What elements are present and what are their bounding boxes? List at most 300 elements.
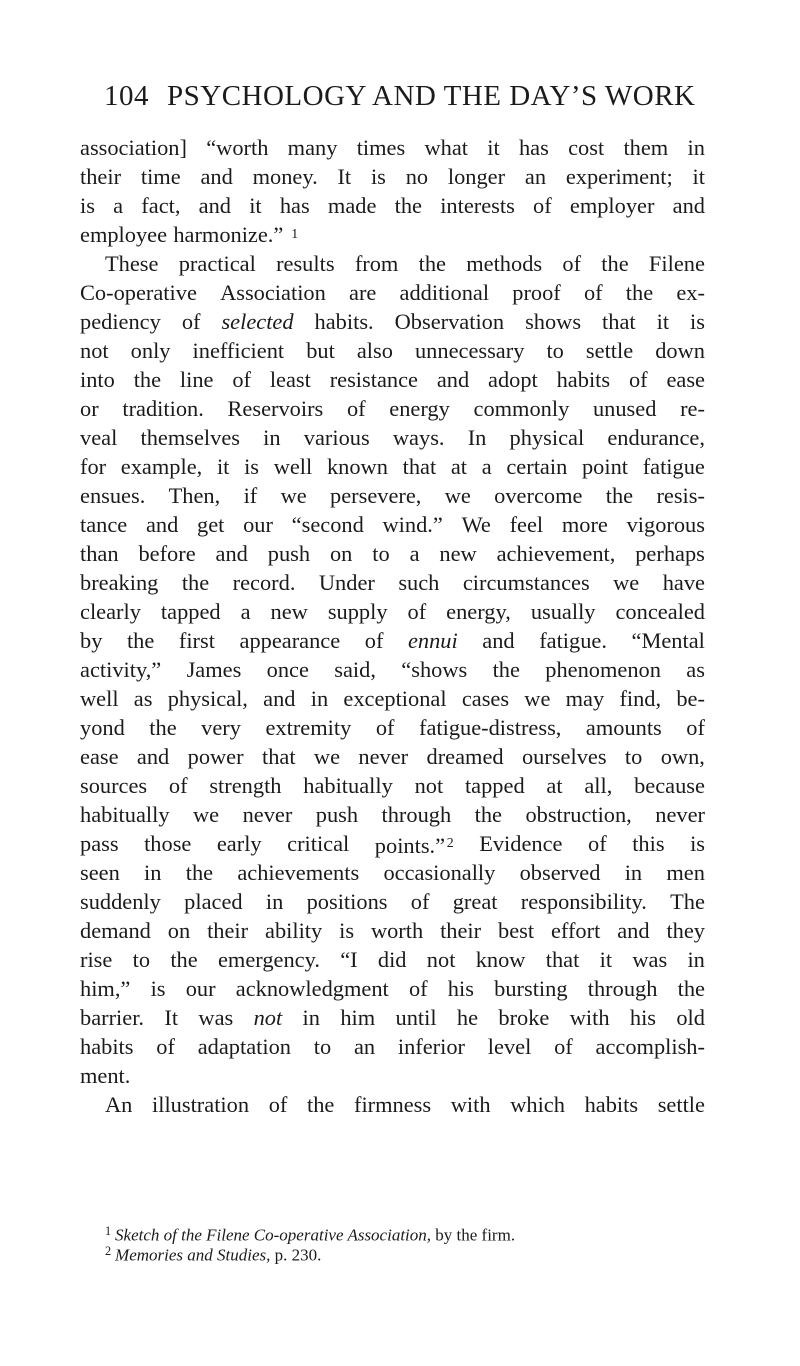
word: illustration <box>152 1092 250 1117</box>
word: of <box>686 715 705 740</box>
word: it <box>656 309 670 334</box>
word: commonly <box>473 396 570 421</box>
word: of <box>346 396 366 421</box>
word: energy, <box>446 599 511 624</box>
text-line <box>80 945 705 974</box>
word: push <box>267 541 311 566</box>
word: of <box>588 831 607 856</box>
word: and <box>200 164 233 189</box>
text-line <box>80 1061 705 1090</box>
word: endurance, <box>607 425 705 450</box>
word: was <box>198 1005 234 1030</box>
word: of <box>408 976 428 1001</box>
text-line <box>80 713 705 742</box>
word: Evidence <box>479 831 563 856</box>
word: inefficient <box>192 338 285 363</box>
word: such <box>398 570 440 595</box>
word: ease <box>666 367 705 392</box>
word: a <box>240 599 251 624</box>
word: clearly <box>80 599 141 624</box>
word: him,” <box>80 976 131 1001</box>
word: the <box>306 1092 335 1117</box>
word: was <box>632 947 668 972</box>
word: habits. <box>314 309 374 334</box>
word: effort <box>550 918 601 943</box>
word: find, <box>619 686 662 711</box>
word: demand <box>80 918 151 943</box>
word: well <box>80 686 119 711</box>
word: in <box>265 889 284 914</box>
text-line <box>80 771 705 800</box>
word: down <box>655 338 705 363</box>
word: An <box>105 1092 133 1117</box>
word: as <box>686 657 705 682</box>
word: own, <box>660 744 705 769</box>
word: as <box>133 686 153 711</box>
word: cases <box>461 686 510 711</box>
text-line <box>80 742 705 771</box>
word: never <box>242 802 293 827</box>
word: only <box>130 338 171 363</box>
word: association] <box>80 135 187 160</box>
word: ourselves <box>521 744 607 769</box>
word: he <box>456 1005 479 1030</box>
word: no <box>405 164 429 189</box>
word: Under <box>318 570 375 595</box>
word: responsibility. <box>520 889 647 914</box>
text-line <box>80 133 705 162</box>
word: known <box>326 454 388 479</box>
word: ease <box>80 744 119 769</box>
word: of <box>554 1034 573 1059</box>
word: habitually <box>303 773 393 798</box>
word: is <box>690 831 705 856</box>
word: overcome <box>494 483 583 508</box>
word: ability <box>265 918 323 943</box>
word: time <box>140 164 181 189</box>
word: is <box>690 309 705 334</box>
word: energy <box>389 396 450 421</box>
word: the <box>149 715 177 740</box>
word: circumstances <box>462 570 590 595</box>
text-line <box>80 394 705 423</box>
word: It <box>337 164 352 189</box>
word: ensues. <box>80 483 146 508</box>
word: fatigue <box>642 454 705 479</box>
word: certain <box>506 454 568 479</box>
word: great <box>452 889 498 914</box>
word: has <box>518 135 549 160</box>
word: it <box>249 193 262 218</box>
footnote-reference[interactable]: 1 <box>291 227 299 242</box>
word: power <box>187 744 244 769</box>
word: exceptional <box>343 686 447 711</box>
footnote-source-title: Sketch of the Filene Co-operative Association, <box>115 1225 432 1245</box>
word: least <box>269 367 311 392</box>
word-text: points.” <box>374 832 446 858</box>
text-line <box>80 800 705 829</box>
word: inferior <box>397 1034 466 1059</box>
word: Co-operative <box>80 280 197 305</box>
word: ment. <box>80 1063 131 1088</box>
word: not <box>253 1005 283 1030</box>
word: “second <box>291 512 364 537</box>
word: of <box>168 773 188 798</box>
word: and <box>263 686 296 711</box>
word: barrier. <box>80 1005 145 1030</box>
word: acknowledgment <box>235 976 389 1001</box>
word: their <box>80 164 122 189</box>
word: from <box>354 251 399 276</box>
word: accomplish- <box>595 1034 705 1059</box>
word: longer <box>447 164 506 189</box>
text-line <box>80 626 705 655</box>
word: of <box>232 367 251 392</box>
word: We <box>461 512 491 537</box>
word: re- <box>680 396 705 421</box>
word: settle <box>585 338 634 363</box>
word: of <box>375 715 395 740</box>
word: amounts <box>585 715 662 740</box>
word: is <box>80 193 95 218</box>
text-line <box>80 423 705 452</box>
word: the <box>492 657 520 682</box>
word: emergency. <box>217 947 320 972</box>
text-line <box>80 974 705 1003</box>
word: example, <box>120 454 203 479</box>
footnote-reference[interactable]: 2 <box>446 836 454 851</box>
text-line <box>80 1003 705 1032</box>
word: resis- <box>656 483 705 508</box>
running-head <box>104 80 704 120</box>
word: what <box>424 135 468 160</box>
word: are <box>349 280 377 305</box>
word: experiment; <box>565 164 673 189</box>
word: than <box>80 541 119 566</box>
text-line <box>80 539 705 568</box>
word: phenomenon <box>545 657 661 682</box>
word: worth <box>370 918 424 943</box>
word: additional <box>399 280 490 305</box>
word: that <box>545 947 580 972</box>
word: they <box>666 918 705 943</box>
word: may <box>565 686 605 711</box>
word: that <box>402 454 437 479</box>
word: usually <box>530 599 596 624</box>
word: to <box>624 744 643 769</box>
word: their <box>207 918 249 943</box>
word: wind.” <box>382 512 443 537</box>
text-line <box>80 829 705 858</box>
word: pass <box>80 831 119 856</box>
word: supply <box>327 599 388 624</box>
word: with <box>569 1005 610 1030</box>
word: men <box>666 860 705 885</box>
word: but <box>306 338 335 363</box>
word: is <box>339 918 355 943</box>
word: the <box>605 483 634 508</box>
text-line <box>80 887 705 916</box>
word: this <box>632 831 665 856</box>
text-line <box>80 452 705 481</box>
word: concealed <box>615 599 705 624</box>
word: broke <box>498 1005 550 1030</box>
word: the <box>394 193 422 218</box>
word: it <box>216 454 230 479</box>
word: Filene <box>648 251 705 276</box>
text-line <box>80 336 705 365</box>
word: fact, <box>141 193 181 218</box>
text-line <box>80 858 705 887</box>
word: many <box>287 135 338 160</box>
word: in <box>624 860 643 885</box>
word: we <box>613 570 640 595</box>
word: and <box>198 193 231 218</box>
word: shows <box>525 309 582 334</box>
word: through <box>587 976 658 1001</box>
word: which <box>510 1092 565 1117</box>
word: the <box>126 628 155 653</box>
word: practical <box>178 251 256 276</box>
word: “I <box>340 947 358 972</box>
text-line <box>80 1032 705 1061</box>
word: bursting <box>494 976 568 1001</box>
word: once <box>266 657 309 682</box>
text-line <box>80 655 705 684</box>
page-number: 104 <box>104 80 149 112</box>
word: old <box>676 1005 705 1030</box>
word: we <box>193 802 220 827</box>
word: and <box>482 628 515 653</box>
word: our <box>185 976 216 1001</box>
word: results <box>276 251 335 276</box>
word: their <box>440 918 482 943</box>
word: for <box>80 454 107 479</box>
word: firmness <box>353 1092 432 1117</box>
footnote <box>105 1221 705 1245</box>
word: his <box>629 1005 657 1030</box>
word: through <box>381 802 452 827</box>
word: Reservoirs <box>227 396 324 421</box>
text-line <box>80 365 705 394</box>
word: we <box>524 686 551 711</box>
word: habits <box>80 1034 134 1059</box>
word: selected <box>221 309 294 334</box>
word: unused <box>592 396 657 421</box>
word: very <box>201 715 241 740</box>
word: tapped <box>160 599 221 624</box>
word: pediency <box>80 309 161 334</box>
word: on <box>329 541 353 566</box>
word: a <box>409 541 420 566</box>
text-line <box>80 162 705 191</box>
word: In <box>467 425 487 450</box>
word: said, <box>334 657 376 682</box>
word: of <box>181 309 201 334</box>
word: methods <box>466 251 543 276</box>
word: in <box>263 425 281 450</box>
word: activity,” <box>80 657 162 682</box>
word: proof <box>512 280 561 305</box>
word: first <box>178 628 215 653</box>
body-text <box>80 133 705 1119</box>
word: at <box>546 773 563 798</box>
word: in <box>687 947 705 972</box>
word: with <box>450 1092 491 1117</box>
word: habits <box>584 1092 639 1117</box>
word: “Mental <box>631 628 705 653</box>
word: push <box>315 802 359 827</box>
word: Association <box>220 280 326 305</box>
word: breaking <box>80 570 159 595</box>
word: themselves <box>140 425 240 450</box>
word: we <box>280 483 307 508</box>
word: him <box>340 1005 376 1030</box>
word: also <box>356 338 393 363</box>
word: in <box>302 1005 320 1030</box>
word: yond <box>80 715 125 740</box>
word: in <box>310 686 329 711</box>
word: the <box>677 976 705 1001</box>
word: of <box>628 367 648 392</box>
word: we <box>444 483 471 508</box>
word: various <box>303 425 370 450</box>
word: extremity <box>265 715 352 740</box>
word: be- <box>676 686 705 711</box>
footnote-text: p. 230. <box>270 1245 322 1265</box>
word: sources <box>80 773 148 798</box>
word: The <box>670 889 705 914</box>
word: if <box>243 483 258 508</box>
text-line <box>80 191 705 220</box>
word: at <box>450 454 468 479</box>
word: “shows <box>401 657 468 682</box>
word: until <box>395 1005 437 1030</box>
word: achievements <box>237 860 360 885</box>
word: on <box>167 918 191 943</box>
word: early <box>216 831 262 856</box>
word: to <box>313 1034 332 1059</box>
word: of <box>583 280 603 305</box>
word: to <box>546 338 564 363</box>
word: not <box>426 947 456 972</box>
word: fatigue-distress, <box>418 715 562 740</box>
word: an <box>524 164 547 189</box>
word: seen <box>80 860 120 885</box>
word: the <box>185 860 214 885</box>
word: critical <box>287 831 350 856</box>
word: of <box>533 193 552 218</box>
word <box>375 829 454 858</box>
word: tradition. <box>122 396 204 421</box>
word: of <box>562 251 582 276</box>
word: those <box>144 831 192 856</box>
text-line <box>80 597 705 626</box>
text-line <box>80 684 705 713</box>
word: habitually <box>80 802 170 827</box>
footnote-marker: 2 <box>105 1244 112 1258</box>
word: the <box>474 802 502 827</box>
word: resistance <box>329 367 418 392</box>
word: and <box>672 193 705 218</box>
word: of <box>156 1034 175 1059</box>
word: is <box>150 976 166 1001</box>
word: appearance <box>239 628 341 653</box>
word: record. <box>232 570 296 595</box>
word: It <box>164 1005 179 1030</box>
word: and <box>436 367 470 392</box>
word: tance <box>80 512 128 537</box>
word: fatigue. <box>539 628 607 653</box>
word: is <box>370 164 386 189</box>
word: that <box>602 309 636 334</box>
word: cost <box>568 135 605 160</box>
word: made <box>327 193 377 218</box>
word: tapped <box>464 773 525 798</box>
word: more <box>561 512 608 537</box>
word: strength <box>209 773 282 798</box>
word: settle <box>657 1092 705 1117</box>
word: point <box>581 454 628 479</box>
word: his <box>447 976 474 1001</box>
word: the <box>601 251 629 276</box>
word: line <box>179 367 214 392</box>
word: and <box>617 918 650 943</box>
text-line <box>80 510 705 539</box>
word: of <box>364 628 384 653</box>
word: have <box>662 570 705 595</box>
word: never <box>655 802 705 827</box>
word: is <box>244 454 260 479</box>
word: it <box>692 164 705 189</box>
word: ex- <box>676 280 705 305</box>
word: money. <box>252 164 318 189</box>
word: ways. <box>392 425 445 450</box>
word: them <box>623 135 669 160</box>
word: dreamed <box>426 744 504 769</box>
text-line <box>80 249 705 278</box>
word: veal <box>80 425 118 450</box>
text-line <box>80 307 705 336</box>
word: These <box>105 251 159 276</box>
word: new <box>270 599 308 624</box>
word: by <box>80 628 103 653</box>
text-line <box>80 278 705 307</box>
footnote-source-title: Memories and Studies, <box>115 1245 271 1265</box>
word: of <box>268 1092 288 1117</box>
word: all, <box>584 773 613 798</box>
word: “worth <box>206 135 269 160</box>
word: and <box>145 512 179 537</box>
word: did <box>377 947 407 972</box>
word: the <box>181 570 210 595</box>
word: unnecessary <box>414 338 525 363</box>
word: the <box>418 251 446 276</box>
word: it <box>599 947 613 972</box>
word: has <box>279 193 310 218</box>
word: a <box>113 193 124 218</box>
word: new <box>439 541 477 566</box>
word: to <box>132 947 151 972</box>
running-title: PSYCHOLOGY AND THE DAY’S WORK <box>167 80 696 112</box>
footnote-text: by the firm. <box>431 1225 516 1245</box>
word: the <box>133 367 162 392</box>
word: times <box>356 135 406 160</box>
word: not <box>414 773 444 798</box>
word: observed <box>519 860 601 885</box>
word: we <box>313 744 341 769</box>
text-line <box>80 220 705 249</box>
